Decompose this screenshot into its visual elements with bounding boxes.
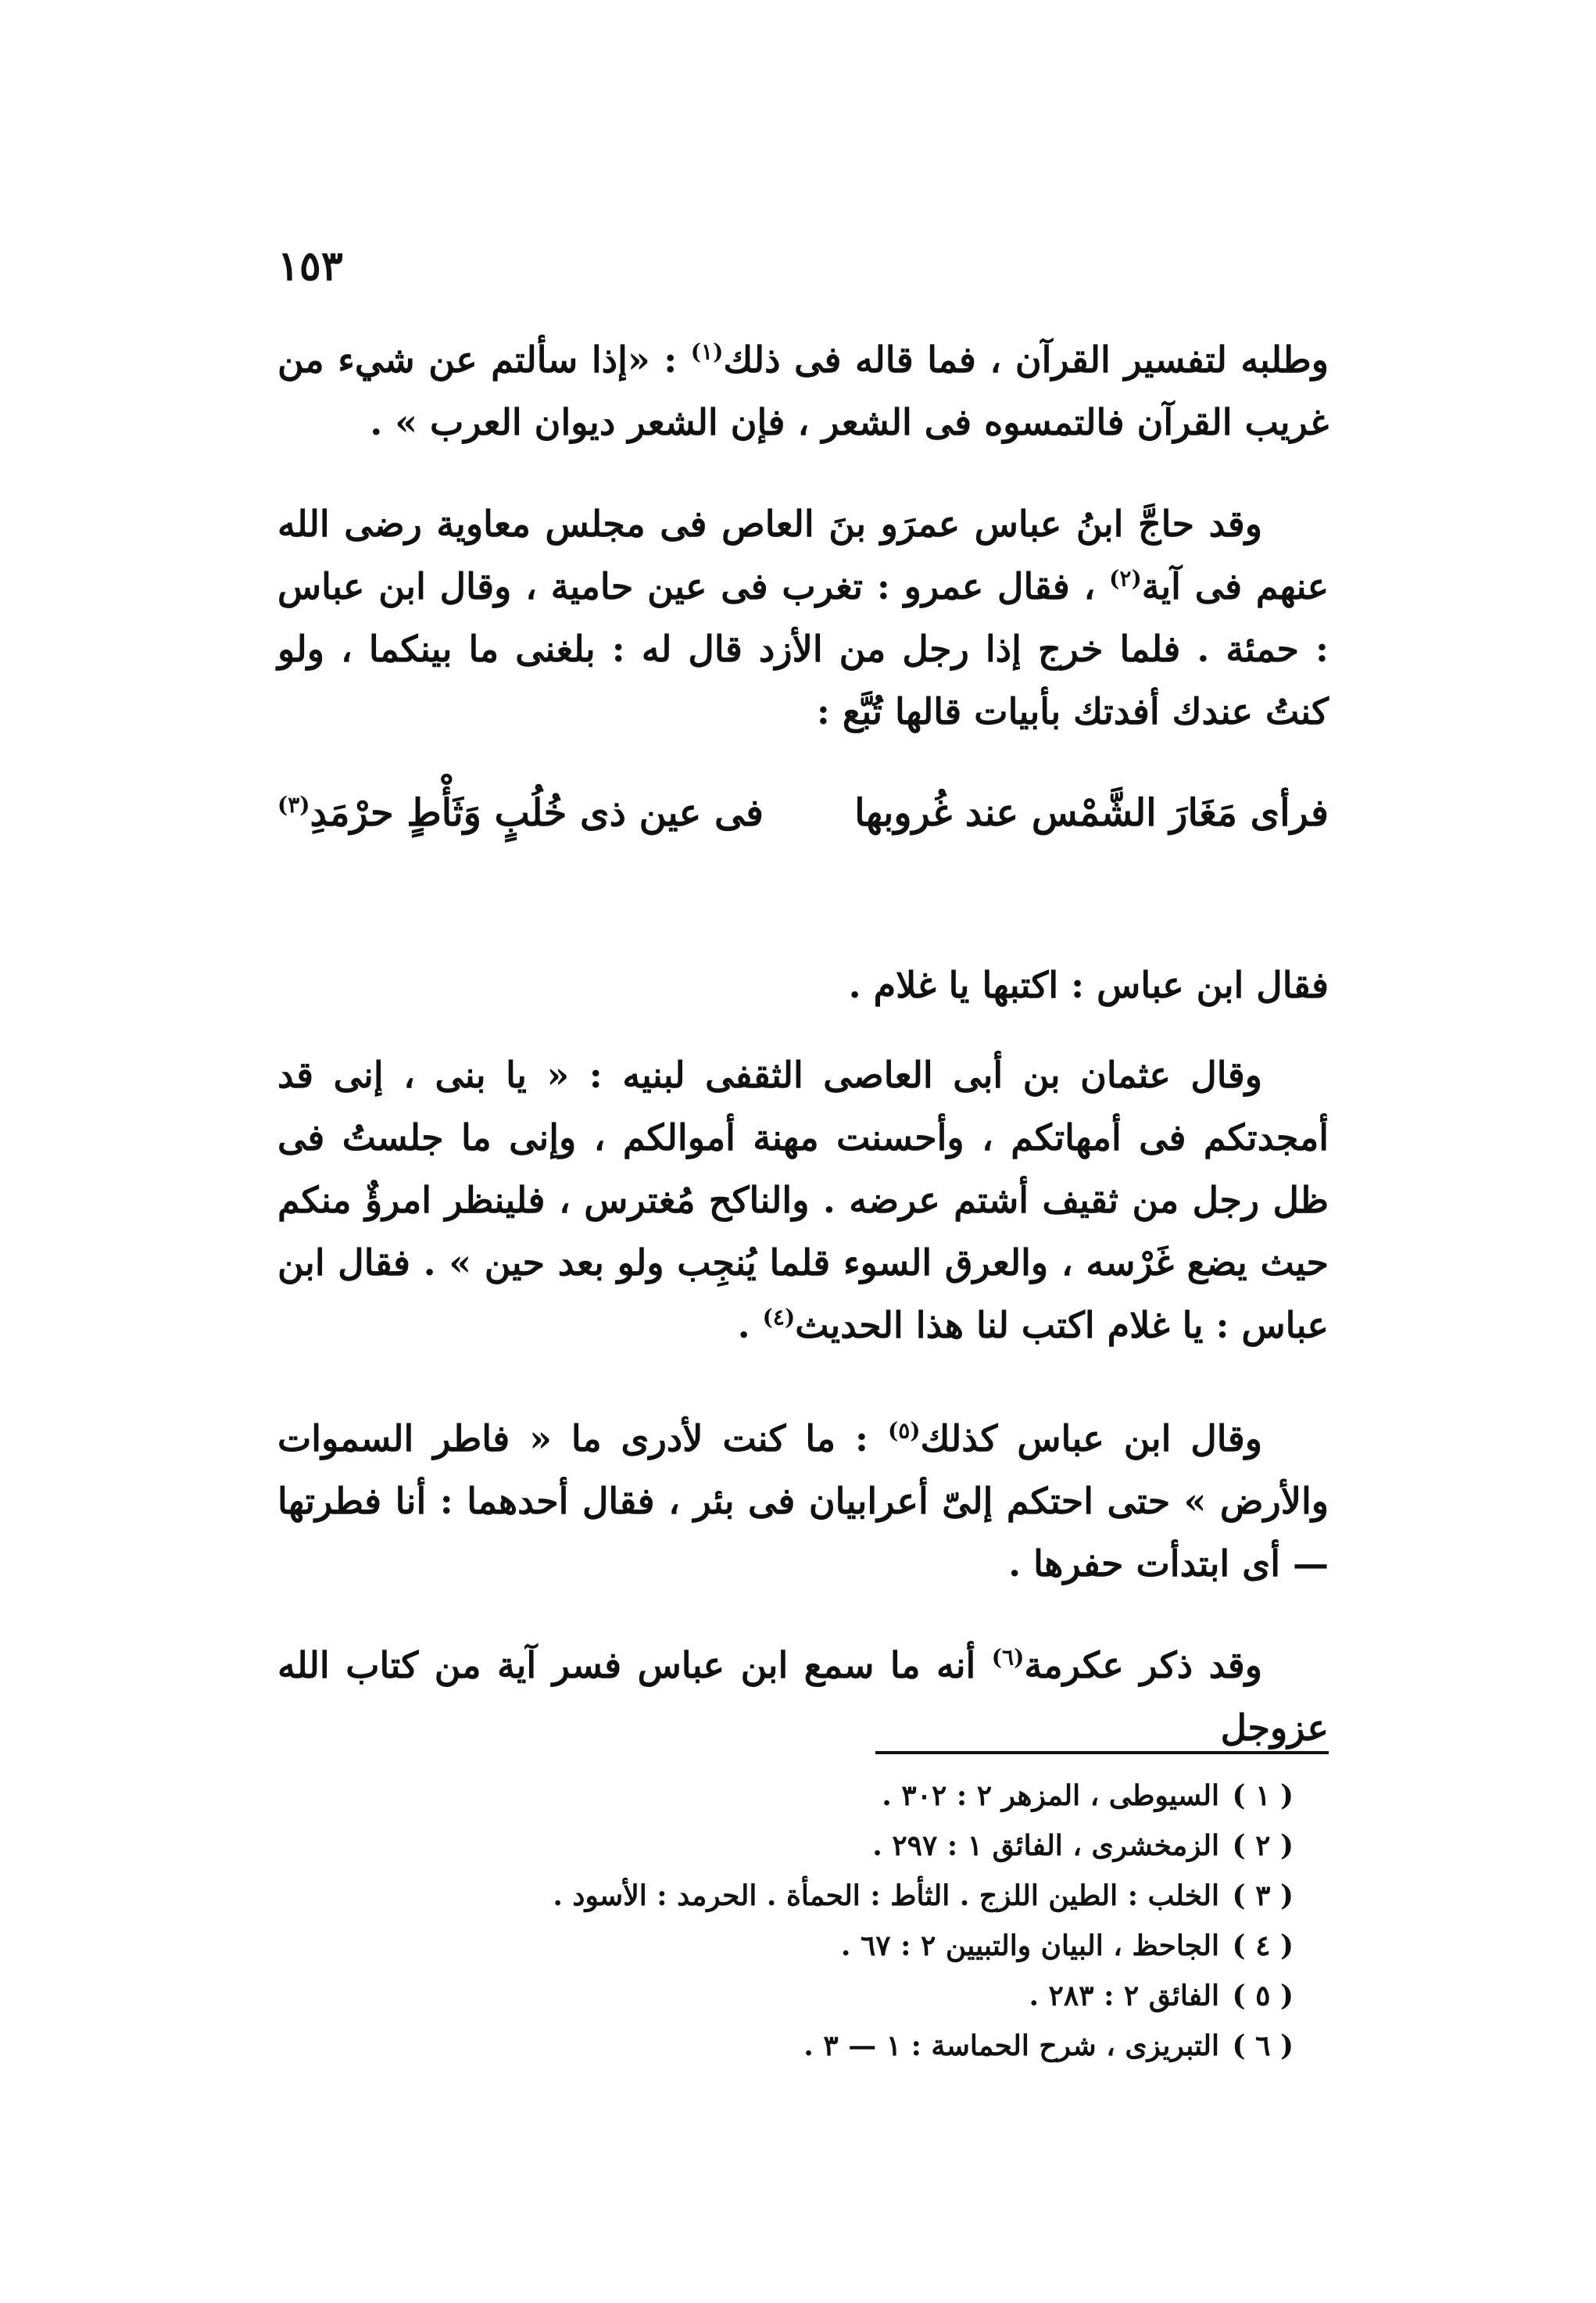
paragraph-5-text-b: : ما كنت لأدرى ما « فاطر السموات والأرض » حتى احتكم إلىّ أعرابيان فى بئر ، فقال أحدهما : أنا فطرتها — أى ابتدأت حفرها . xyxy=(277,1417,1329,1585)
footnote-number: ( ٤ ) xyxy=(1232,1929,1294,1962)
page-number: ١٥٣ xyxy=(277,242,343,290)
verse-second-hemistich-text: فى عين ذى خُلُبٍ وَثَأْطٍ حرْمَدِ xyxy=(310,791,764,835)
paragraph-6 xyxy=(277,1634,1329,1759)
footnote-item xyxy=(277,2021,1294,2071)
paragraph-6-text-b: أنه ما سمع ابن عباس فسر آية من كتاب الله عزوجل xyxy=(277,1644,1329,1749)
footnote-text: الزمخشرى ، الفائق ١ : ٢٩٧ . xyxy=(872,1829,1219,1862)
footnote-item xyxy=(277,1921,1294,1971)
paragraph-4 xyxy=(277,1044,1329,1356)
paragraph-4-text-b: . xyxy=(737,1304,763,1346)
paragraph-3 xyxy=(277,954,1329,1016)
footnote-item xyxy=(277,1871,1294,1921)
paragraph-2 xyxy=(277,492,1329,743)
footnote-item xyxy=(277,1821,1294,1871)
footnote-ref-4: (٤) xyxy=(762,1304,796,1331)
footnote-number: ( ٣ ) xyxy=(1232,1879,1294,1912)
paragraph-2-text-b: ، فقال عمرو : تغرب فى عين حامية ، وقال ابن عباس : حمئة . فلما خرج إذا رجل من الأزد قال له : بلغنى ما بينكما ، ولو كنتُ عندك أفدتك بأبيات قالها تُبَّع : xyxy=(277,565,1329,732)
footnote-ref-1: (١) xyxy=(690,338,724,365)
footnote-number: ( ٢ ) xyxy=(1232,1829,1294,1862)
paragraph-4-text-a: وقال عثمان بن أبى العاصى الثقفى لبنيه : « يا بنى ، إنى قد أمجدتكم فى أمهاتكم ، وأحسنت مهنة أموالكم ، وإنى ما جلستُ فى ظل رجل من ثقيف أشتم عرضه . والناكح مُغترس ، فلينظر امرؤٌ منكم حيث يضع غَرْسه ، والعرق السوء قلما يُنجِب ولو بعد حين » . فقال ابن عباس : يا غلام اكتب لنا هذا الحديث xyxy=(277,1054,1329,1346)
paragraph-3-text: فقال ابن عباس : اكتبها يا غلام . xyxy=(848,964,1329,1006)
footnote-ref-2: (٢) xyxy=(1109,565,1142,592)
footnote-ref-6: (٦) xyxy=(991,1644,1025,1671)
poem-verse xyxy=(277,778,1329,848)
paragraph-1 xyxy=(277,328,1329,453)
footnote-item xyxy=(277,1971,1294,2021)
footnote-text: التبريزى ، شرح الحماسة : ١ — ٣ . xyxy=(803,2029,1219,2062)
footnotes-list xyxy=(277,1771,1294,2071)
footnote-text: الفائق ٢ : ٢٨٣ . xyxy=(1029,1979,1219,2012)
footnote-number: ( ١ ) xyxy=(1232,1779,1294,1812)
verse-second-hemistich xyxy=(277,778,764,848)
paragraph-5-text-a: وقال ابن عباس كذلك xyxy=(920,1417,1262,1460)
paragraph-1-text-a: وطلبه لتفسير القرآن ، فما قاله فى ذلك xyxy=(723,338,1329,381)
footnote-ref-3: (٣) xyxy=(277,792,310,818)
footnote-number: ( ٥ ) xyxy=(1232,1979,1294,2012)
footnote-number: ( ٦ ) xyxy=(1232,2029,1294,2062)
verse-first-hemistich: فرأى مَغَارَ الشَّمْس عند غُروبها xyxy=(854,791,1329,835)
footnote-item xyxy=(277,1771,1294,1821)
footnote-ref-5: (٥) xyxy=(887,1417,921,1444)
paragraph-5 xyxy=(277,1407,1329,1595)
footnote-text: الخلب : الطين اللزج . الثأط : الحمأة . الحرمد : الأسود . xyxy=(553,1879,1219,1912)
footnote-text: السيوطى ، المزهر ٢ : ٣٠٢ . xyxy=(882,1779,1219,1812)
footnote-text: الجاحظ ، البيان والتبيين ٢ : ٦٧ . xyxy=(840,1929,1219,1962)
paragraph-6-text-a: وقد ذكر عكرمة xyxy=(1024,1644,1262,1686)
paragraph-2-text-a: وقد حاجَّ ابنُ عباس عمرَو بنَ العاص فى مجلس معاوية رضى الله عنهم فى آية xyxy=(277,503,1329,607)
footnote-divider xyxy=(875,1751,1329,1754)
paragraph-1-text-b: : «إذا سألتم عن شيء من غريب القرآن فالتمسوه فى الشعر ، فإن الشعر ديوان العرب » . xyxy=(277,338,1329,443)
